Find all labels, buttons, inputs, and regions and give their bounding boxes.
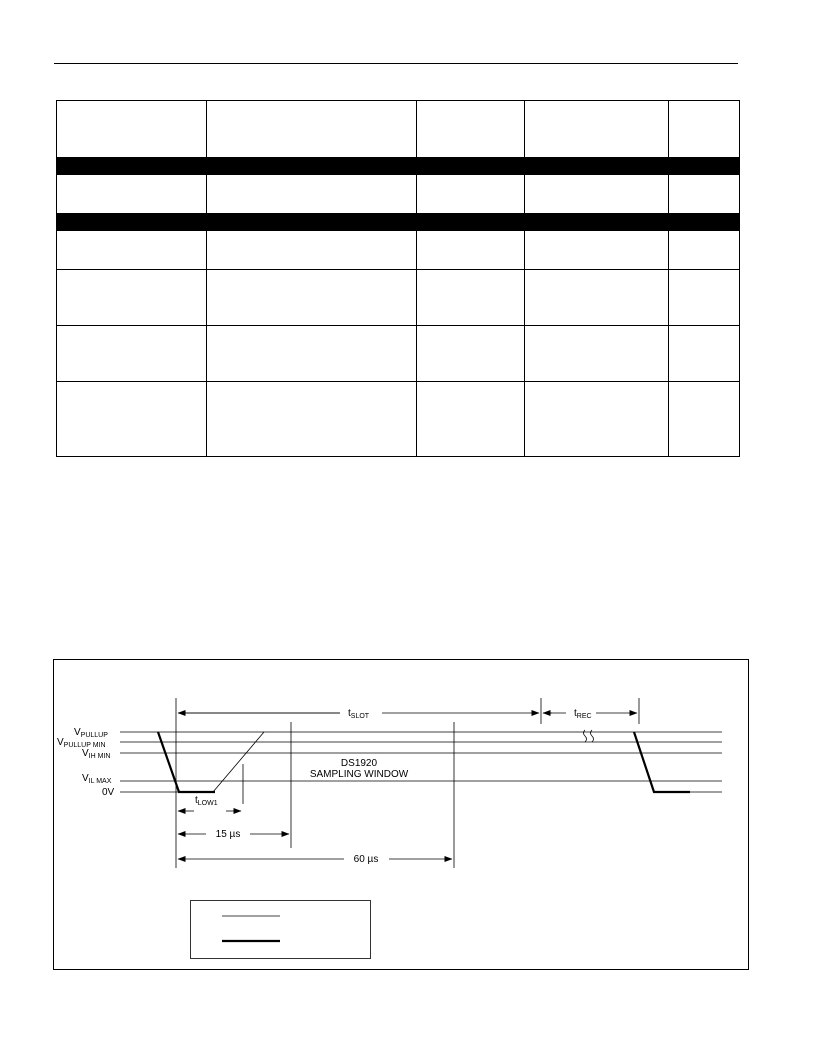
v-pullup-min-label: $V_{PULLUP MIN}$ <box>57 737 106 749</box>
spec-table <box>56 100 740 457</box>
zero-v-label: 0V <box>102 787 115 798</box>
vertical-markers <box>176 698 639 868</box>
waveform <box>158 732 690 792</box>
dim-15-label: 15 µs <box>215 829 241 840</box>
voltage-level-lines <box>120 732 722 792</box>
dim-60-label: 60 µs <box>353 854 379 865</box>
t-low1-label: $t_{LOW1}$ <box>195 795 218 807</box>
spec-table-grid <box>56 100 740 457</box>
v-ih-min-label: $V_{IH MIN}$ <box>82 748 111 760</box>
legend-box <box>191 901 371 959</box>
sampling-window-line2: SAMPLING WINDOW <box>309 769 409 780</box>
timing-diagram <box>53 659 749 970</box>
table-band-1 <box>56 157 740 175</box>
v-il-max-label: $V_{IL MAX}$ <box>82 773 112 785</box>
t-rec-label: $t_{REC}$ <box>574 708 592 720</box>
sampling-window-line1: DS1920 <box>340 758 378 769</box>
rising-edge <box>213 732 264 792</box>
timing-diagram-svg <box>54 660 750 971</box>
v-pullup-label: $V_{PULLUP}$ <box>74 727 108 739</box>
voltage-labels <box>57 727 115 798</box>
table-band-2 <box>56 213 740 231</box>
header-rule <box>54 63 738 64</box>
t-slot-label: $t_{SLOT}$ <box>348 708 370 720</box>
